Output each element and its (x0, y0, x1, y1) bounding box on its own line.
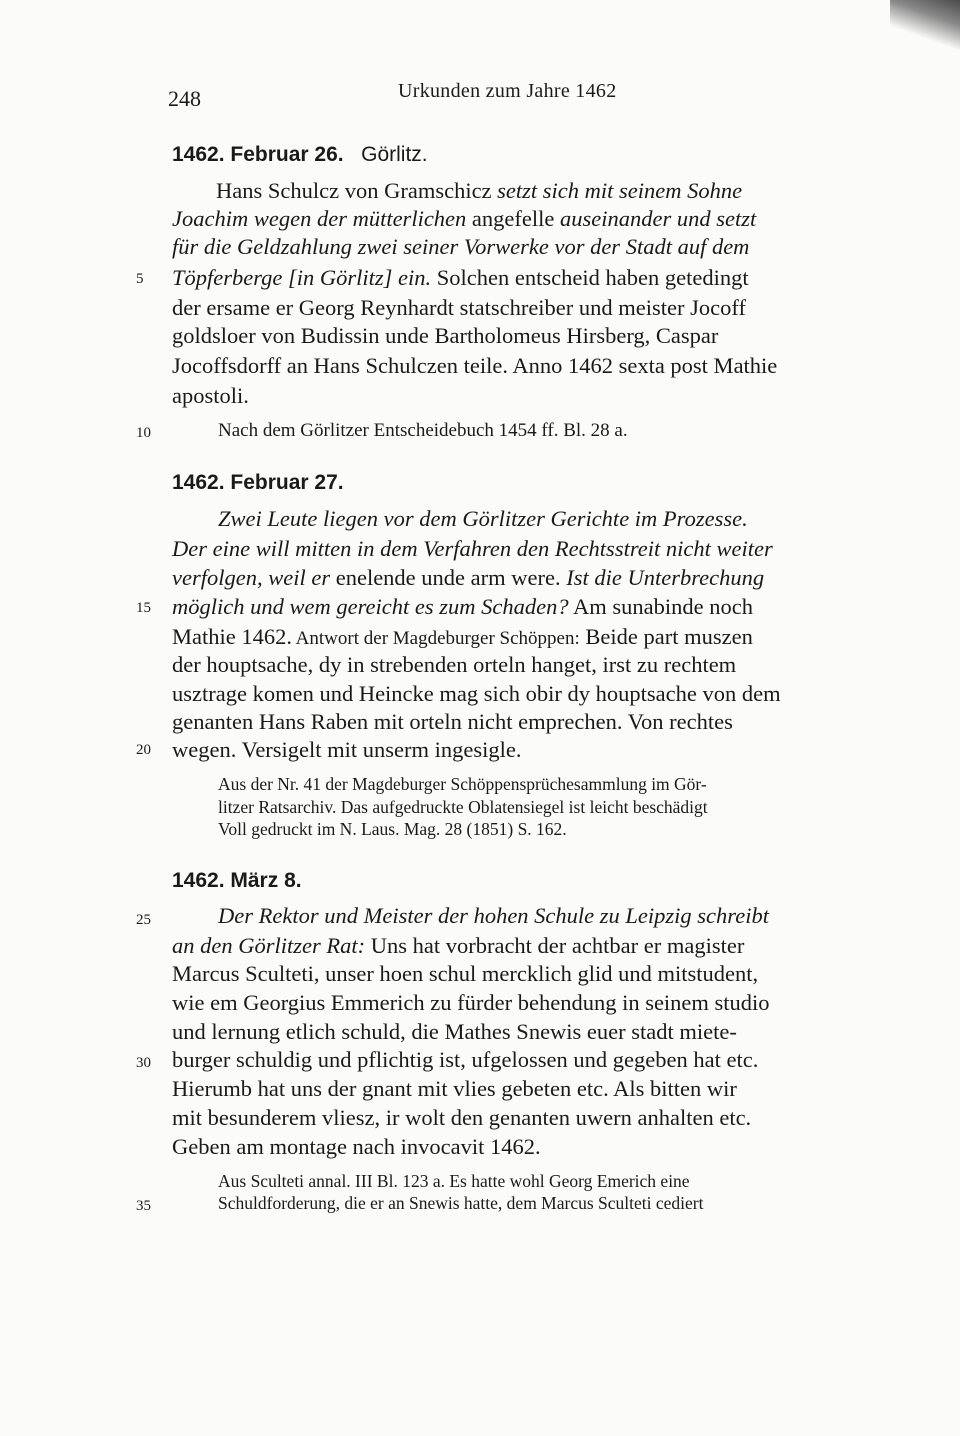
text-line: Jocoffsdorff an Hans Schulczen teile. Anno 1462 sexta post Mathie (172, 353, 778, 378)
text-line: Zwei Leute liegen vor dem Görlitzer Gerichte im Prozesse. (218, 506, 748, 531)
text-line: Marcus Sculteti, unser hoen schul mercklich glid und mitstudent, (172, 961, 759, 986)
text-line: goldsloer von Budissin unde Bartholomeus Hirsberg, Caspar (172, 323, 719, 348)
text-line: apostoli. (172, 383, 249, 408)
entry-date: 1462. Februar 26. (172, 143, 344, 166)
text-line: Geben am montage nach invocavit 1462. (172, 1134, 541, 1159)
text-line: verfolgen, weil er enelende unde arm were. Ist die Unterbrechung (172, 565, 765, 590)
text-line: wegen. Versigelt mit unserm ingesigle. (172, 737, 522, 762)
entry-heading (172, 143, 428, 167)
text-line: mit besunderem vliesz, ir wolt den genanten uwern anhalten etc. (172, 1105, 752, 1130)
footnote-line: Schuldforderung, die er an Snewis hatte, dem Marcus Sculteti cediert (218, 1193, 704, 1213)
text-line: Joachim wegen der mütterlichen angefelle auseinander und setzt (172, 206, 757, 231)
text-line: und lernung etlich schuld, die Mathes Snewis euer stadt miete- (172, 1019, 737, 1044)
running-head: Urkunden zum Jahre 1462 (398, 80, 617, 102)
footnote-line: Aus der Nr. 41 der Magdeburger Schöppensprüchesammlung im Gör- (218, 774, 707, 794)
line-number: 25 (136, 912, 151, 928)
text-line: burger schuldig und pflichtig ist, ufgelossen und gegeben hat etc. (172, 1047, 759, 1072)
text-line: an den Görlitzer Rat: Uns hat vorbracht der achtbar er magister (172, 933, 745, 958)
text-line: Mathie 1462. Antwort der Magdeburger Schöppen: Beide part muszen (172, 624, 753, 649)
text-line: wie em Georgius Emmerich zu fürder behendung in seinem studio (172, 990, 770, 1015)
text-line: Der Rektor und Meister der hohen Schule zu Leipzig schreibt (218, 903, 769, 928)
footnote-line: litzer Ratsarchiv. Das aufgedruckte Oblatensiegel ist leicht beschädigt (218, 797, 708, 817)
text-line: der houptsache, dy in strebenden orteln hanget, irst zu rechtem (172, 652, 737, 677)
text-line: genanten Hans Raben mit orteln nicht emprechen. Von rechtes (172, 709, 733, 734)
footnote-line: Voll gedruckt im N. Laus. Mag. 28 (1851) S. 162. (218, 819, 567, 839)
line-number: 15 (136, 600, 151, 616)
line-number: 35 (136, 1198, 151, 1214)
text-line: Hierumb hat uns der gnant mit vlies gebeten etc. Als bitten wir (172, 1076, 737, 1101)
text-line: Hans Schulcz von Gramschicz setzt sich mit seinem Sohne (216, 178, 743, 203)
line-number: 20 (136, 742, 151, 758)
page-number: 248 (168, 86, 201, 111)
footnote-line: Aus Sculteti annal. III Bl. 123 a. Es hatte wohl Georg Emerich eine (218, 1171, 690, 1191)
text-line: möglich und wem gereicht es zum Schaden? Am sunabinde noch (172, 594, 753, 619)
entry-place: Görlitz. (361, 143, 428, 166)
line-number: 5 (136, 271, 144, 287)
page-corner-shadow (890, 0, 960, 60)
line-number: 30 (136, 1055, 151, 1071)
text-line: usztrage komen und Heincke mag sich obir dy houptsache von dem (172, 681, 781, 706)
entry-heading: 1462. März 8. (172, 869, 302, 892)
text-line: Töpferberge [in Görlitz] ein. Solchen entscheid haben getedingt (172, 265, 749, 290)
line-number: 10 (136, 425, 151, 441)
source-note: Nach dem Görlitzer Entscheidebuch 1454 ff. Bl. 28 a. (218, 420, 628, 441)
entry-heading: 1462. Februar 27. (172, 471, 344, 494)
text-line: der ersame er Georg Reynhardt statschreiber und meister Jocoff (172, 295, 746, 320)
text-line: für die Geldzahlung zwei seiner Vorwerke vor der Stadt auf dem (172, 234, 750, 259)
text-line: Der eine will mitten in dem Verfahren den Rechtsstreit nicht weiter (172, 536, 773, 561)
